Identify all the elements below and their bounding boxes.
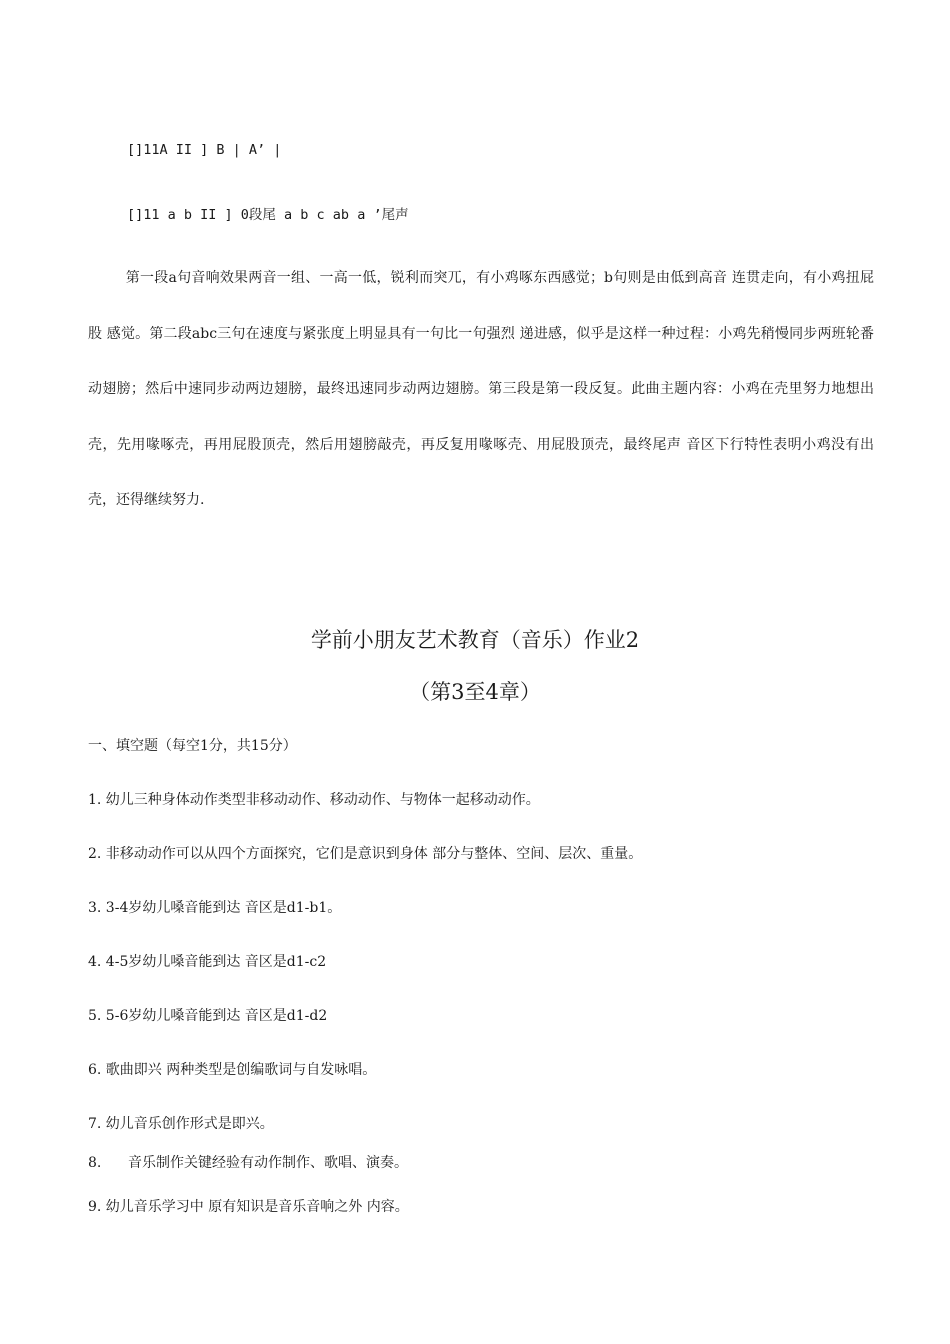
- assignment-title: 学前小朋友艺术教育（音乐）作业2: [310, 628, 640, 652]
- list-item: 7. 幼儿音乐创作形式是即兴。: [88, 1116, 274, 1132]
- list-item: 1. 幼儿三种身体动作类型非移动动作、移动动作、与物体一起移动动作。: [88, 792, 540, 808]
- list-item: 9. 幼儿音乐学习中 原有知识是音乐音响之外 内容。: [88, 1199, 409, 1215]
- analysis-paragraph: 第一段a句音响效果两音一组、一高一低，锐利而突兀，有小鸡啄东西感觉；b句则是由低到高音 连贯走向，有小鸡扭屁股 感觉。第二段abc三句在速度与紧张度上明显具有一句比一句强烈 递进感，似乎是这样一种过程：小鸡先稍慢同步两班轮番 动翅膀；然后中速同步动两边翅膀，最终迅速同步动两边翅膀。第三段是第一段反复。此曲主题内容：小鸡在壳里努力地想出壳，先用喙啄壳，再用屁股顶壳，然后用翅膀敲壳，再反复用喙啄壳、用屁股顶壳，最终尾声 音区下行特性表明小鸡没有出壳，还得继续努力.: [88, 270, 874, 508]
- assignment-subtitle: （第3至4章）: [409, 680, 541, 704]
- list-item: 4. 4-5岁幼儿嗓音能到达 音区是d1-c2: [88, 954, 327, 970]
- list-item: 6. 歌曲即兴 两种类型是创编歌词与自发咏唱。: [88, 1062, 377, 1078]
- list-item: 3. 3-4岁幼儿嗓音能到达 音区是d1-b1。: [88, 900, 342, 916]
- list-item: 2. 非移动动作可以从四个方面探究，它们是意识到身体 部分与整体、空间、层次、重量。: [88, 846, 643, 862]
- form-line-2: []11 a b II ] 0段尾 a b c ab a ’尾声: [127, 207, 409, 223]
- form-line-1: []11A II ] B | A’ |: [127, 142, 282, 158]
- list-item: 5. 5-6岁幼儿嗓音能到达 音区是d1-d2: [88, 1008, 328, 1024]
- section-heading: 一、填空题（每空1分，共15分）: [88, 738, 297, 754]
- list-item: 8. 音乐制作关键经验有动作制作、歌唱、演奏。: [88, 1155, 409, 1171]
